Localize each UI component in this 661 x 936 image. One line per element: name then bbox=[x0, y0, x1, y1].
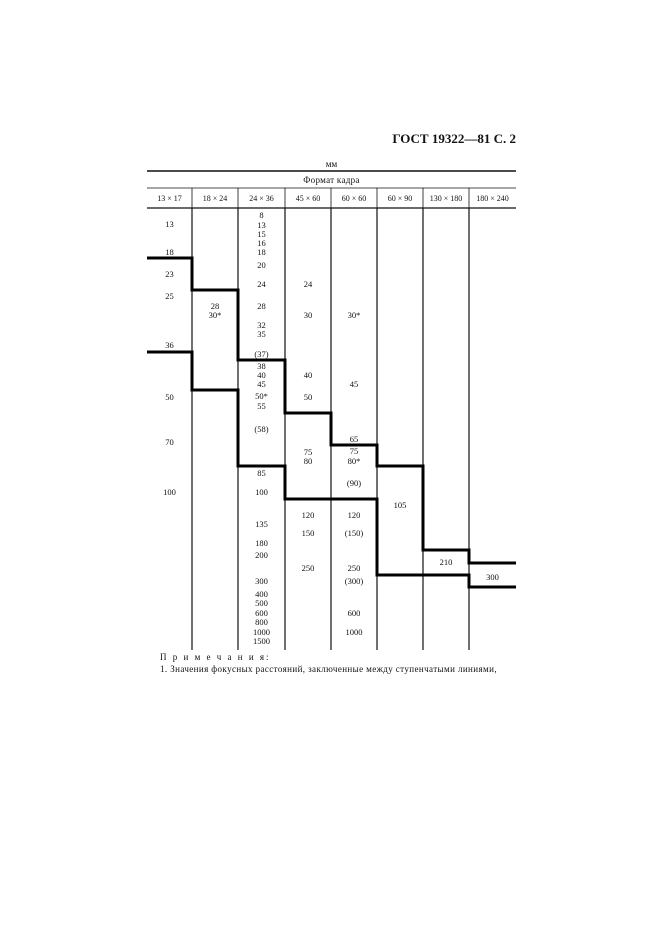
column-header: 45 × 60 bbox=[295, 194, 321, 203]
column-header: 60 × 60 bbox=[341, 194, 367, 203]
table-cell: 600 bbox=[347, 608, 361, 618]
table-cell: 180 bbox=[255, 538, 268, 548]
table-cell: 210 bbox=[439, 557, 453, 567]
table-cell: 24 bbox=[303, 279, 313, 289]
table-unit: мм bbox=[325, 159, 338, 169]
table-cell: 250 bbox=[347, 563, 361, 573]
table-cell: 20 bbox=[257, 260, 266, 270]
table-cell: 15 bbox=[257, 229, 266, 239]
table-cell: 45 bbox=[349, 379, 359, 389]
table-cell: 24 bbox=[257, 279, 266, 289]
table-cell: 50 bbox=[303, 392, 313, 402]
table-cell: 28 bbox=[257, 301, 266, 311]
table-cell: 85 bbox=[257, 468, 266, 478]
table-cell: 13 bbox=[165, 219, 174, 229]
column-header: 60 × 90 bbox=[387, 194, 413, 203]
table-cell: 30 bbox=[303, 310, 313, 320]
table-cell: 35 bbox=[257, 329, 266, 339]
table-cell: 80 bbox=[303, 456, 313, 466]
table-cell: 1000 bbox=[345, 627, 363, 637]
column-header: 180 × 240 bbox=[476, 194, 509, 203]
table-cell: 600 bbox=[255, 608, 268, 618]
table-cell: 105 bbox=[393, 500, 407, 510]
table-cell: 40 bbox=[303, 370, 313, 380]
table-caption: Формат кадра bbox=[303, 175, 360, 185]
table-cell: (58) bbox=[254, 424, 269, 434]
table-cell: 40 bbox=[257, 370, 266, 380]
table-cell: 18 bbox=[257, 247, 266, 257]
table-cell: 23 bbox=[165, 269, 174, 279]
table-cell: 30* bbox=[208, 310, 222, 320]
table-cell: 38 bbox=[257, 361, 266, 371]
table-cell: (37) bbox=[254, 349, 269, 359]
table-cell: 120 bbox=[301, 510, 315, 520]
column-header: 24 × 36 bbox=[249, 194, 274, 203]
table-cell: (300) bbox=[344, 576, 364, 586]
table-cell: 18 bbox=[165, 247, 174, 257]
table-cell: (150) bbox=[344, 528, 364, 538]
table-cell: 70 bbox=[165, 437, 174, 447]
column-header: 13 × 17 bbox=[157, 194, 182, 203]
table-cell: 135 bbox=[255, 519, 268, 529]
table-cell: 800 bbox=[255, 617, 268, 627]
note-item: 1. Значения фокусных расстояний, заключенные между ступенчатыми линиями, bbox=[160, 664, 497, 674]
table-cell: (90) bbox=[346, 478, 362, 488]
table-cell: 500 bbox=[255, 598, 268, 608]
table-cell: 200 bbox=[255, 550, 268, 560]
table-cell: 250 bbox=[301, 563, 315, 573]
table-cell: 55 bbox=[257, 401, 266, 411]
table-cell: 28 bbox=[210, 301, 220, 311]
table-cell: 150 bbox=[301, 528, 315, 538]
table-cell: 16 bbox=[257, 238, 266, 248]
table-cell: 120 bbox=[347, 510, 361, 520]
table-cell: 300 bbox=[486, 572, 499, 582]
table-cell: 32 bbox=[257, 320, 266, 330]
table-cell: 1000 bbox=[253, 627, 270, 637]
table-cell: 100 bbox=[255, 487, 268, 497]
table-cell: 50* bbox=[255, 391, 268, 401]
table-cell: 300 bbox=[255, 576, 268, 586]
table-cell: 45 bbox=[257, 379, 266, 389]
table-cell: 1500 bbox=[253, 636, 270, 646]
table-cell: 8 bbox=[259, 210, 264, 220]
table-cell: 100 bbox=[163, 487, 176, 497]
table-cell: 400 bbox=[255, 589, 268, 599]
table-cell: 80* bbox=[347, 456, 361, 466]
table-cell: 65 bbox=[349, 434, 359, 444]
table-cell: 13 bbox=[257, 220, 266, 230]
table-cell: 50 bbox=[165, 392, 174, 402]
table-cell: 75 bbox=[349, 446, 359, 456]
notes-title: П р и м е ч а н и я: bbox=[160, 652, 271, 662]
table-cell: 75 bbox=[303, 447, 313, 457]
document-reference: ГОСТ 19322—81 С. 2 bbox=[392, 131, 516, 146]
table-cell: 36 bbox=[165, 340, 174, 350]
column-header: 18 × 24 bbox=[202, 194, 228, 203]
column-header: 130 × 180 bbox=[429, 194, 463, 203]
table-cell: 30* bbox=[347, 310, 361, 320]
table-cell: 25 bbox=[165, 291, 174, 301]
